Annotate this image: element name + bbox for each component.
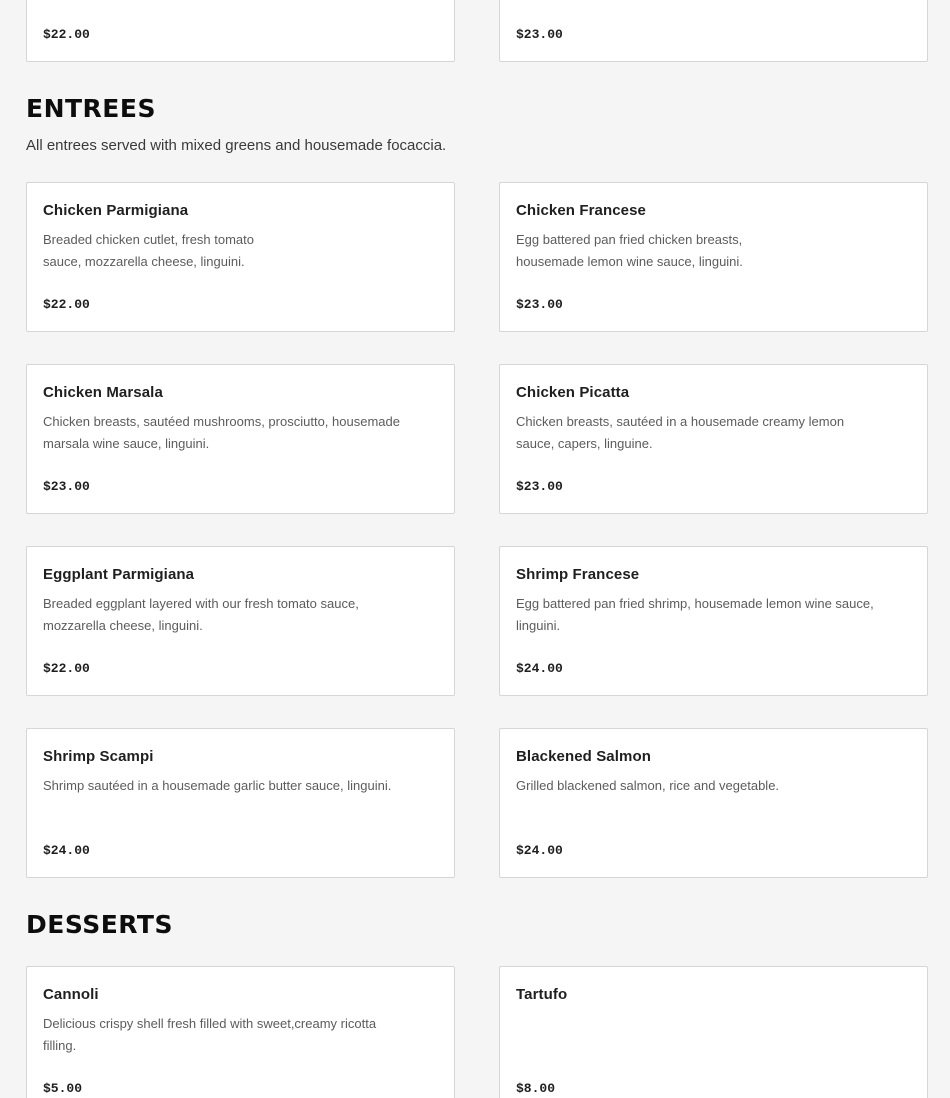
item-description: Breaded chicken cutlet, fresh tomato sauce, mozzarella cheese, linguini.: [43, 232, 255, 269]
section-title-entrees: ENTREES: [26, 94, 156, 123]
item-description: Grilled blackened salmon, rice and vegetable.: [516, 778, 780, 793]
menu-item-card[interactable]: [499, 364, 928, 514]
item-price: $8.00: [516, 1081, 556, 1096]
menu-item-card[interactable]: [499, 728, 928, 878]
menu-item-card[interactable]: [26, 182, 455, 332]
item-price: $23.00: [516, 297, 563, 312]
item-name: Chicken Parmigiana: [43, 202, 189, 219]
item-name: Cannoli: [43, 986, 99, 1003]
item-name: Blackened Salmon: [516, 748, 651, 765]
item-price: $24.00: [43, 843, 90, 858]
item-price: $5.00: [43, 1081, 83, 1096]
menu-item-card[interactable]: [499, 0, 928, 62]
menu-item-card[interactable]: [26, 364, 455, 514]
item-description: Breaded eggplant layered with our fresh tomato sauce, mozzarella cheese, linguini.: [43, 596, 359, 633]
item-price: $23.00: [43, 479, 90, 494]
item-description: Shrimp sautéed in a housemade garlic butter sauce, linguini.: [43, 778, 392, 793]
item-description: Delicious crispy shell fresh filled with sweet,creamy ricotta filling.: [43, 1016, 377, 1053]
menu-item-card[interactable]: [26, 966, 455, 1098]
item-name: Eggplant Parmigiana: [43, 566, 195, 583]
menu-item-card[interactable]: [26, 0, 455, 62]
menu-item-card[interactable]: [26, 546, 455, 696]
section-note: All entrees served with mixed greens and housemade focaccia.: [26, 137, 447, 154]
item-description: Egg battered pan fried chicken breasts, housemade lemon wine sauce, linguini.: [516, 232, 743, 269]
item-price: $22.00: [43, 27, 90, 42]
item-price: $24.00: [516, 843, 563, 858]
item-name: Chicken Picatta: [516, 384, 630, 401]
item-price: $23.00: [516, 479, 563, 494]
item-price: $24.00: [516, 661, 563, 676]
item-description: Egg battered pan fried shrimp, housemade lemon wine sauce, linguini.: [516, 596, 874, 633]
item-description: Chicken breasts, sautéed in a housemade creamy lemon sauce, capers, linguine.: [516, 414, 845, 451]
menu-item-card[interactable]: [499, 966, 928, 1098]
item-description: Chicken breasts, sautéed mushrooms, prosciutto, housemade marsala wine sauce, linguini.: [43, 414, 400, 451]
item-name: Chicken Marsala: [43, 384, 163, 401]
menu-item-card[interactable]: [499, 546, 928, 696]
menu-item-card[interactable]: [26, 728, 455, 878]
item-price: $23.00: [516, 27, 563, 42]
item-name: Shrimp Scampi: [43, 748, 154, 765]
item-name: Chicken Francese: [516, 202, 646, 219]
item-price: $22.00: [43, 661, 90, 676]
section-title-desserts: DESSERTS: [26, 910, 173, 939]
item-name: Shrimp Francese: [516, 566, 640, 583]
item-name: Tartufo: [516, 986, 568, 1003]
menu-item-card[interactable]: [499, 182, 928, 332]
item-price: $22.00: [43, 297, 90, 312]
